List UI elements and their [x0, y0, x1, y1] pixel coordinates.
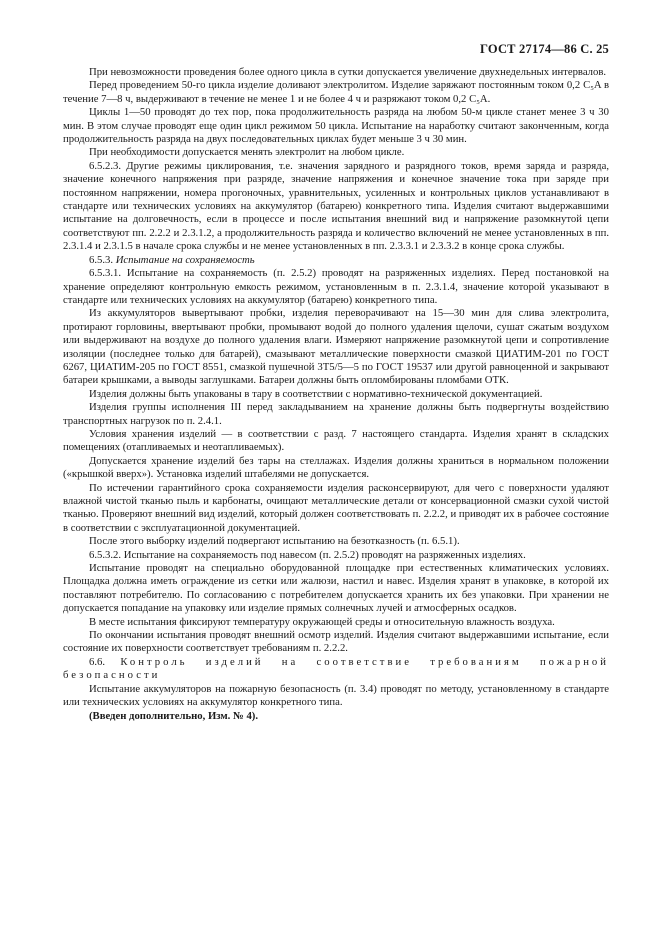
paragraph: При невозможности проведения более одного цикла в сутки допускается увеличение двухнедельных интервалов. — [89, 66, 607, 78]
paragraph: Циклы 1—50 проводят до тех пор, пока продолжительность разряда на любом 50-м цикле станет менее 3 ч 30 мин. В этом случае проводят еще один цикл режимом 50 цикла. Испытание на наработку считают законченным, когда продолжительность разряда на двух последовательных циклах будет меньше 3 ч 30 мин. — [63, 106, 609, 146]
paragraph: После этого выборку изделий подвергают испытанию на безотказность (п. 6.5.1). — [89, 535, 460, 548]
paragraph: Условия хранения изделий — в соответствии с разд. 7 настоящего стандарта. Изделия хранят в складских помещениях (отапливаемых и неотапливаемых). — [63, 427, 609, 454]
paragraph: Испытание аккумуляторов на пожарную безопасность (п. 3.4) проводят по методу, установленному в стандарте или технических условиях на аккумулятор конкретного типа. — [63, 682, 609, 709]
section-number: 6.5.3. — [89, 253, 114, 266]
paragraph: По окончании испытания проводят внешний осмотр изделий. Изделия считают выдержавшими испытание, если состояние их поверхности соответствует требованиям п. 2.2.2. — [63, 629, 609, 655]
paragraph: По истечении гарантийного срока сохраняемости изделия расконсервируют, для чего с поверхности удаляют влажной чистой тканью пыль и карбонаты, очищают металлические детали от консервационной смазки сухой чистой тканью. Проверяют внешний вид изделий, который должен соответствовать п. 2.2.2, и приводят их в рабочее состояние в соответствии с эксплуатационной документацией. — [63, 481, 609, 534]
paragraph: Испытание проводят на специально оборудованной площадке при естественных климатических условиях. Площадка должна иметь ограждение из сетки или жалюзи, настил и навес. Изделия хранят в упаковке, в которой их поставляют потребителю. По согласованию с потребителем допускается хранить их без упаковки. При хранении не допускается попадание на упаковку или изделие прямых солнечных лучей и атмосферных осадков. — [63, 562, 609, 615]
paragraph: 6.5.3.2. Испытание на сохраняемость под навесом (п. 2.5.2) проводят на разряженных изделиях. — [89, 548, 526, 561]
section-title: Контроль изделий на соответствие требованиям пожарной безопасности — [63, 655, 609, 682]
paragraph: Допускается хранение изделий без тары на стеллажах. Изделия должны храниться в нормальном положении («крышкой вверх»). Установка изделий штабелями не допускается. — [63, 454, 609, 481]
section-heading-6-5-3 — [63, 254, 609, 267]
paragraph: В месте испытания фиксируют температуру окружающей среды и относительную влажность воздуха. — [89, 615, 555, 628]
page-header: ГОСТ 27174—86 С. 25 — [480, 42, 609, 56]
section-number: 6.6. — [89, 655, 106, 668]
paragraph: Изделия группы исполнения III перед закладыванием на хранение должны быть подвергнуты воздействию транспортных нагрузок по п. 2.4.1. — [63, 401, 609, 427]
paragraph: Изделия должны быть упакованы в тару в соответствии с нормативно-технической документацией. — [89, 387, 543, 400]
paragraph: 6.5.3.1. Испытание на сохраняемость (п. 2.5.2) проводят на разряженных изделиях. Перед постановкой на хранение определяют контрольную емкость режимом, установленным в п. 2.3.1.4, значение которой указывают в стандарте или технических условиях на аккумулятор (батарею) конкретного типа. — [63, 267, 609, 306]
paragraph: 6.5.2.3. Другие режимы циклирования, т.е. значения зарядного и разрядного токов, время заряда и разряда, значение конечного напряжения при разряде, значение напряжения и конечное значение тока при заряде при постоянном напряжении, номера прогоночных, уравнительных, усиленных и контрольных циклов устанавливают в стандарте или технических условиях на аккумулятор (батарею) конкретного типа. Изделия считают выдержавшими испытание на долговечность, если в процессе и после испытания внешний вид и напряжение разомкнутой цепи соответствуют пп. 2.2.2 и 2.3.1.2, а продолжительность разряда и количество включений не менее установленных в пп. 2.3.1.4 и 2.3.1.5 в начале срока службы и не менее установленных в пп. 2.3.3.1 и 2.3.3.2 в конце срока службы. — [63, 159, 609, 253]
paragraph: При необходимости допускается менять электролит на любом цикле. — [89, 146, 405, 159]
section-heading-6-6 — [63, 656, 609, 683]
paragraph: Перед проведением 50-го цикла изделие доливают электролитом. Изделие заряжают постоянным током 0,2 C₅A в течение 7—8 ч, выдерживают в течение не менее 1 и не более 4 ч и разряжают током 0,2 C₅A. — [63, 79, 609, 105]
document-body — [63, 66, 609, 723]
paragraph: Из аккумуляторов вывертывают пробки, изделия переворачивают на 15—30 мин для слива электролита, протирают горловины, ввертывают пробки, промывают водой до полного удаления щелочи, сушат сжатым воздухом или выдерживают на воздухе до полного удаления влаги. Измеряют напряжение разомкнутой цепи и сопротивление изоляции (последнее только для батарей), смазывают металлические поверхности смазкой ЦИАТИМ-201 по ГОСТ 6267, ЦИАТИМ-205 по ГОСТ 8551, смазкой пушечной 3Т5/5—5 по ГОСТ 19537 или другой равноценной и закрывают батареи крышками, а выводы заглушками. Батареи должны быть опломбированы пломбами ОТК. — [63, 307, 609, 387]
section-title: Испытание на сохраняемость — [115, 253, 255, 266]
amendment-note: (Введен дополнительно, Изм. № 4). — [89, 709, 259, 722]
